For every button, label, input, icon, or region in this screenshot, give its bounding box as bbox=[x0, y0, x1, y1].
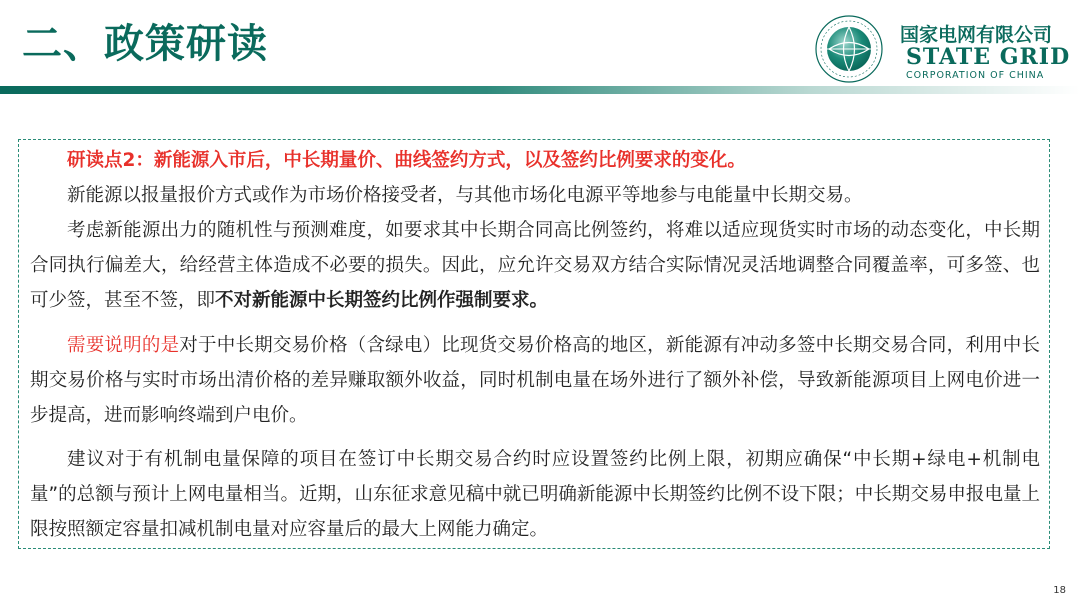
explanation-label: 需要说明的是 bbox=[67, 335, 180, 356]
explanation-text: 对于中长期交易价格（含绿电）比现货交易价格高的地区，新能源有冲动多签中长期交易合同，利用中长期交易价格与实时市场出清价格的差异赚取额外收益，同时机制电量在场外进行了额外补偿，导致新能源项目上网电价进一步提高，进而影响终端到户电价。 bbox=[30, 335, 1040, 426]
contract-ratio-emphasis: 不对新能源中长期签约比例作强制要求。 bbox=[215, 290, 549, 311]
state-grid-logo-icon bbox=[814, 14, 884, 84]
page-number: 18 bbox=[1053, 585, 1066, 596]
paragraph-suggestion: 建议对于有机制电量保障的项目在签订中长期交易合约时应设置签约比例上限，初期应确保“中长期+绿电+机制电量”的总额与预计上网电量相当。近期，山东征求意见稿中就已明确新能源中长期签约比例不设下限；中长期交易申报电量上限按照额定容量扣减机制电量对应容量后的最大上网能力确定。 bbox=[30, 449, 1040, 540]
paragraph-research-point: 研读点2：新能源入市后，中长期量价、曲线签约方式，以及签约比例要求的变化。 bbox=[67, 150, 746, 171]
company-name-en: STATE GRID bbox=[906, 44, 1071, 70]
company-subtitle-en: CORPORATION OF CHINA bbox=[906, 70, 1045, 81]
company-name-cn: 国家电网有限公司 bbox=[900, 24, 1053, 46]
paragraph-explanation bbox=[30, 328, 1040, 433]
contract-ratio-text: 考虑新能源出力的随机性与预测难度，如要求其中长期合同高比例签约，将难以适应现货实时市场的动态变化，中长期合同执行偏差大，给经营主体造成不必要的损失。因此，应允许交易双方结合实际情况灵活地调整合同覆盖率，可多签、也可少签，甚至不签，即 bbox=[30, 220, 1040, 311]
slide-title: 二、政策研读 bbox=[22, 21, 268, 67]
paragraph-participation: 新能源以报量报价方式或作为市场价格接受者，与其他市场化电源平等地参与电能量中长期交易。 bbox=[67, 185, 863, 206]
header-divider-bar bbox=[0, 86, 1080, 94]
paragraph-contract-ratio bbox=[30, 213, 1040, 318]
